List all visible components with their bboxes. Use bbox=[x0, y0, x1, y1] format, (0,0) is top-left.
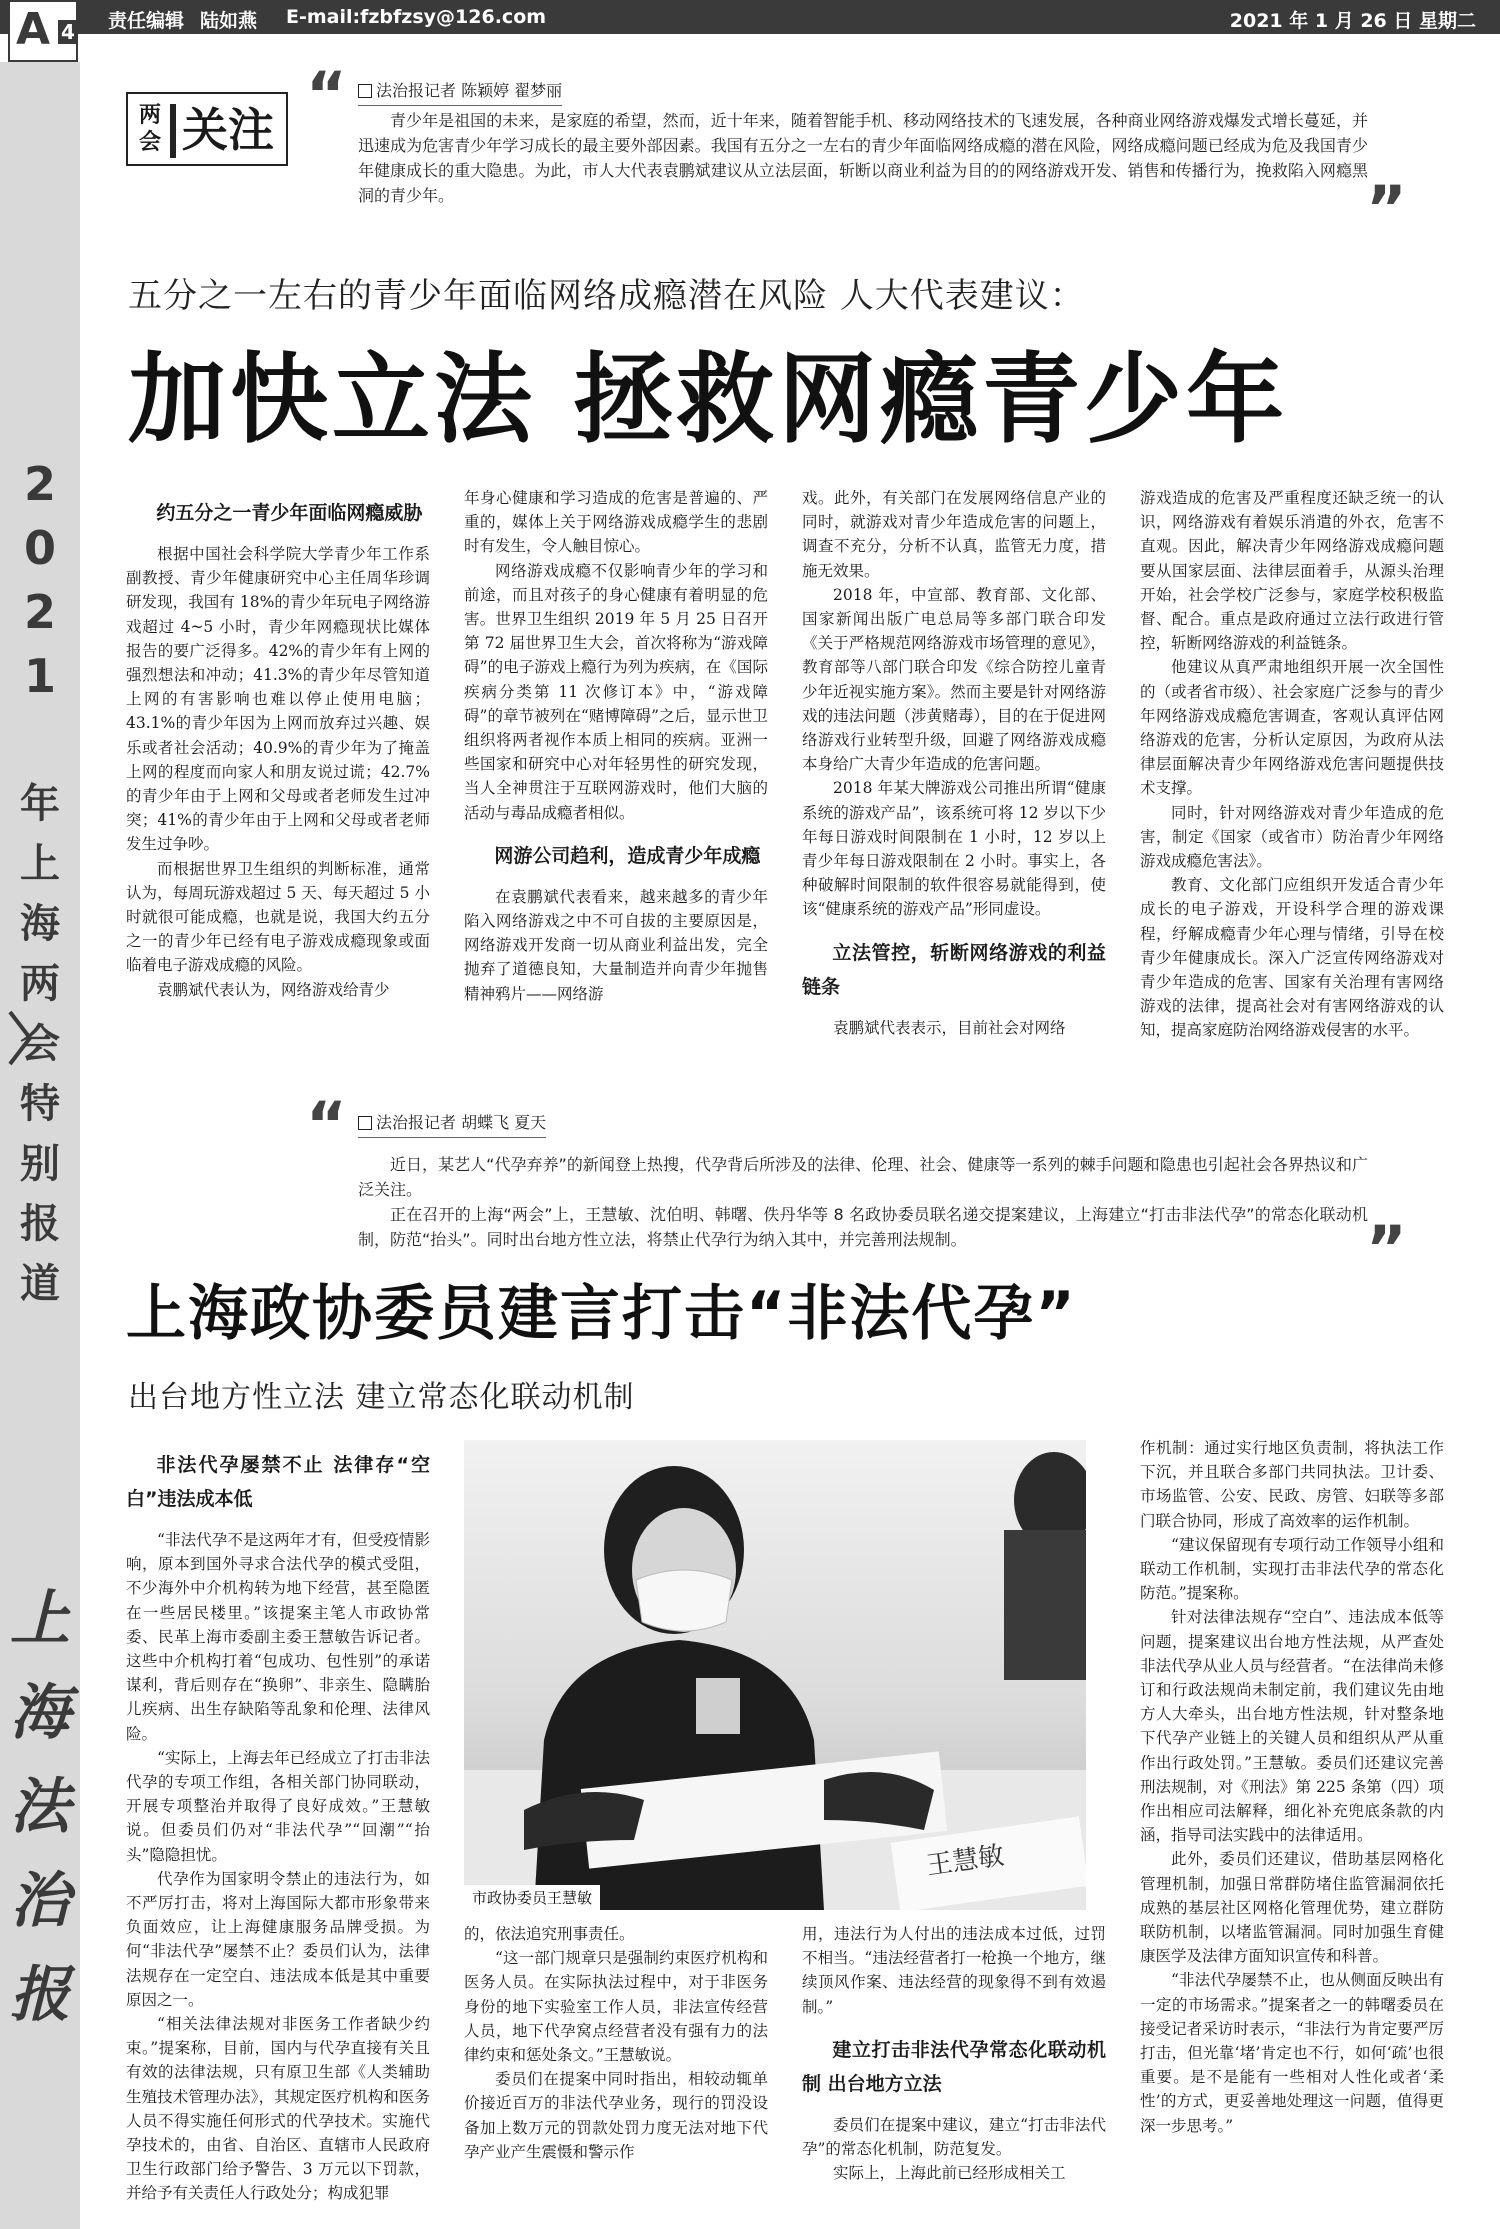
story1-paragraph: 袁鹏斌代表表示，目前社会对网络 bbox=[833, 1018, 1066, 1037]
page-letter: A bbox=[16, 4, 51, 55]
sidebar-title-char: 上 bbox=[20, 841, 60, 887]
story1-intro: 青少年是祖国的未来，是家庭的希望，然而，近十年来，随着智能手机、移动网络技术的飞速发展，各种商业网络游戏爆发式增长蔓延，并迅速成为危害青少年学习成长的最主要外部因素。我国有五分之一左右的青少年面临网络成瘾的潜在风险，网络成瘾问题已经成为危及我国青少年健康成长的重大隐患。为此，市人大代表袁鹏斌建议从立法层面，斩断以商业利益为目的的网络游戏开发、销售和传播行为，挽救陷入网瘾黑洞的青少年。 bbox=[358, 111, 1368, 205]
sidebar-title-char: 别 bbox=[20, 1141, 60, 1187]
story2-column-4 bbox=[1140, 1436, 1444, 2138]
sidebar-year-char: 0 bbox=[23, 521, 56, 575]
story1-paragraph: 教育、文化部门应组织开发适合青少年成长的电子游戏，开设科学合理的游戏课程，纾解成瘾青少年心理与情绪，引导在校青少年健康成长。深入广泛宣传网络游戏对青少年造成的危害、国家有关治理有害网络游戏的法律，提高社会对有害网络游戏的认知，提高家庭防治网络游戏侵害的水平。 bbox=[1140, 876, 1444, 1040]
masthead-char: 治 bbox=[10, 1866, 70, 1936]
story1-subhead-3: 立法管控，斩断网络游戏的利益链条 bbox=[802, 941, 1106, 998]
story2-reporter-text: 法治报记者 胡蝶飞 夏天 bbox=[376, 1113, 547, 1132]
story1-column-2 bbox=[464, 486, 768, 1006]
story2-intro-paragraph: 近日，某艺人“代孕弃养”的新闻登上热搜，代孕背后所涉及的法律、伦理、社会、健康等一系列的棘手问题和隐患也引起社会各界热议和广泛关注。 bbox=[358, 1155, 1368, 1199]
sidebar-year-char: 2 bbox=[23, 585, 56, 639]
section-tag-small: 两会 bbox=[138, 103, 161, 155]
story2-intro bbox=[358, 1152, 1368, 1252]
sidebar-year bbox=[14, 452, 66, 708]
story2-paragraph: 用，违法行为人付出的违法成本过低，过罚不相当。“违法经营者打一枪换一个地方，继续顶风作案、违法经营的现象得不到有效遏制。” bbox=[802, 1925, 1106, 2016]
story2-paragraph: 的，依法追究刑事责任。 bbox=[464, 1925, 635, 1943]
story1-subhead-1: 约五分之一青少年面临网瘾威胁 bbox=[156, 502, 423, 524]
story1-paragraph: 同时，针对网络游戏对青少年造成的危害，制定《国家（或省市）防治青少年网络游戏成瘾危害法》。 bbox=[1140, 803, 1444, 871]
issue-date: 2021 年 1 月 26 日 星期二 bbox=[1229, 10, 1476, 32]
photo-nameplate: 王慧敏 bbox=[924, 1840, 1007, 1882]
story2-paragraph: “非法代孕不是这两年才有，但受疫情影响，原本到国外寻求合法代孕的模式受阻，不少海外中介机构转为地下经营，甚至隐匿在一些居民楼里。”该提案主笔人市政协常委、民革上海市委副主委王慧敏告诉记者。这些中介机构打着“包成功、包性别”的承诺谋利，背后则存在“换卵”、非亲生、隐瞒胎儿疾病、出生存缺陷等乱象和伦理、法律风险。 bbox=[126, 1531, 430, 1743]
header-bar bbox=[0, 0, 1500, 34]
story2-photo bbox=[464, 1440, 1086, 1910]
quote-close-icon: ” bbox=[1366, 1212, 1407, 1285]
story1-column-1 bbox=[126, 496, 430, 1002]
story2-paragraph: 此外，委员们还建议，借助基层网格化管理机制，加强日常群防堵住监管漏洞依托成熟的基层社区网格化管理优势，建立群防联防机制，以堵监管漏洞。同时加强生育健康医学及法律方面知识宣传和科普。 bbox=[1140, 1850, 1444, 1966]
story2-column-1 bbox=[126, 1448, 430, 2206]
section-tag-big: 关注 bbox=[182, 103, 274, 157]
story2-deck: 出台地方性立法 建立常态化联动机制 bbox=[128, 1380, 635, 1415]
story2-reporter bbox=[358, 1110, 546, 1138]
story2-paragraph: 代孕作为国家明令禁止的违法行为，如不严厉打击，将对上海国际大都市形象带来负面效应，让上海健康服务品牌受损。为何“非法代孕”屡禁不止？委员们认为，法律法规存在一定空白、违法成本低是其中重要原因之一。 bbox=[126, 1869, 430, 2009]
story1-paragraph: 2018 年某大牌游戏公司推出所谓“健康系统的游戏产品”，该系统可将 12 岁以下少年每日游戏时间限制在 1 小时，12 岁以上青少年每日游戏限制在 2 小时。事实上，各种破解时间限制的软件很容易就能得到，使该“健康系统的游戏产品”形同虚设。 bbox=[802, 779, 1106, 919]
story2-paragraph: 委员们在提案中建议，建立“打击非法代孕”的常态化机制，防范复发。 bbox=[802, 2115, 1106, 2159]
quote-open-icon: “ bbox=[306, 1088, 347, 1161]
story1-paragraph: 他建议从真严肃地组织开展一次全国性的（或者省市级）、社会家庭广泛参与的青少年网络游戏成瘾危害调查，客观认真评估网络游戏的危害，分析认定原因，为政府从法律层面解决青少年网络游戏危害问题提供技术支撑。 bbox=[1140, 658, 1444, 798]
section-tag bbox=[126, 92, 288, 166]
story1-paragraph: 根据中国社会科学院大学青少年工作系副教授、青少年健康研究中心主任周华珍调研发现，我国有 18%的青少年玩电子网络游戏超过 4~5 小时，青少年网瘾现状比媒体报告的要广泛得多。42%的青少年有上网的强烈想法和冲动；41.3%的青少年尽管知道上网的有害影响也难以停止使用电脑；43.1%的青少年因为上网而放弃过兴趣、娱乐或者社会活动；40.9%的青少年为了掩盖上网的程度而向家人和朋友说过谎；42.7%的青少年由于上网和父母或者老师发生过冲突；41%的青少年由于上网和父母或者老师发生过争吵。 bbox=[126, 545, 430, 854]
story1-paragraph: 游戏造成的危害及严重程度还缺乏统一的认识，网络游戏有着娱乐消遣的外衣，危害不直观。因此，解决青少年网络游戏成瘾问题要从国家层面、法律层面着手，从源头治理开始，社会学校广泛参与，家庭学校积极监督、配合。重点是政府通过立法行政进行管控，斩断网络游戏的利益链条。 bbox=[1140, 489, 1444, 653]
checkbox-square-icon bbox=[358, 84, 372, 98]
chevron-right-icon bbox=[6, 1008, 36, 1068]
story2-paragraph: 实际上，上海此前已经形成相关工 bbox=[833, 2164, 1066, 2183]
sidebar-masthead bbox=[8, 1572, 72, 2042]
sidebar-title-char: 道 bbox=[20, 1261, 60, 1307]
story1-paragraph: 网络游戏成瘾不仅影响青少年的学习和前途，而且对孩子的身心健康有着明显的危害。世界卫生组织 2019 年 5 月 25 日召开第 72 届世界卫生大会，首次将称为“游戏障碍”的电子游戏上瘾行为列为疾病，在《国际疾病分类第 11 次修订本》中，“游戏障碍”的章节被列在“赌博障碍”之后，显示世卫组织将两者视作本质上相同的疾病。亚洲一些国家和研究中心对年轻男性的研究发现，当人全神贯注于互联网游戏时，他们大脑的活动与毒品成瘾者相似。 bbox=[464, 561, 768, 822]
story1-reporter-text: 法治报记者 陈颖婷 翟梦丽 bbox=[376, 81, 563, 100]
section-tag-bar bbox=[170, 104, 176, 158]
story1-paragraph: 年身心健康和学习造成的危害是普遍的、严重的，媒体上关于网络游戏成瘾学生的悲剧时有发生，令人触目惊心。 bbox=[464, 489, 768, 556]
story1-reporter bbox=[358, 78, 562, 106]
sidebar-year-char: 2 bbox=[23, 457, 56, 511]
story1-column-3 bbox=[802, 486, 1106, 1040]
sidebar-title-char: 海 bbox=[20, 901, 60, 947]
story2-paragraph: 针对法律法规存“空白”、违法成本低等问题，提案建议出台地方性法规，从严查处非法代孕从业人员与经营者。“在法律尚未修订和行政法规尚未制定前，我们建议先由地方人大牵头，出台地方性法规，针对整条地下代孕产业链上的关键人员和组织从严从重作出行政处罚。”王慧敏。委员们还建议完善刑法规制，对《刑法》第 225 条第（四）项作出相应司法解释，细化补充兜底条款的内涵，指导司法实践中的法律适用。 bbox=[1140, 1608, 1444, 1845]
editor-label: 责任编辑 bbox=[108, 10, 185, 32]
story1-paragraph: 戏。此外，有关部门在发展网络信息产业的同时，就游戏对青少年造成危害的问题上，调查不充分，分析不认真，监管无力度，措施无效果。 bbox=[802, 489, 1106, 580]
story2-subhead-2: 建立打击非法代孕常态化联动机制 出台地方立法 bbox=[802, 2038, 1106, 2095]
story1-paragraph: 2018 年，中宣部、教育部、文化部、国家新闻出版广电总局等多部门联合印发《关于严格规范网络游戏市场管理的意见》，教育部等八部门联合印发《综合防控儿童青少年近视实施方案》。然而主要是针对网络游戏的违法问题（涉黄赌毒），目的在于促进网络游戏行业转型升级，回避了网络游戏成瘾本身给广大青少年造成的危害问题。 bbox=[802, 585, 1106, 774]
checkbox-square-icon bbox=[358, 1116, 372, 1130]
sidebar bbox=[0, 62, 80, 2229]
photo-caption: 市政协委员王慧敏 bbox=[464, 1885, 600, 1910]
story1-paragraph: 袁鹏斌代表认为，网络游戏给青少 bbox=[157, 980, 390, 999]
page-number: 4 bbox=[58, 20, 78, 44]
story2-headline: 上海政协委员建言打击“非法代孕” bbox=[126, 1279, 1077, 1349]
story2-intro-paragraph: 正在召开的上海“两会”上，王慧敏、沈伯明、韩曙、佚丹华等 8 名政协委员联名递交提案建议，上海建立“打击非法代孕”的常态化联动机制，防范“抬头”。同时出台地方性立法，将禁止代孕行为纳入其中，并完善刑法规制。 bbox=[358, 1205, 1368, 1249]
masthead-char: 海 bbox=[10, 1678, 70, 1748]
masthead-char: 上 bbox=[10, 1584, 70, 1654]
masthead-char: 法 bbox=[10, 1772, 70, 1842]
story2-paragraph: “建议保留现有专项行动工作领导小组和联动工作机制，实现打击非法代孕的常态化防范。”提案称。 bbox=[1140, 1535, 1444, 1603]
masthead-char: 报 bbox=[10, 1960, 70, 2030]
story2-paragraph: “实际上，上海去年已经成立了打击非法代孕的专项工作组，各相关部门协同联动，开展专项整治并取得了良好成效。”王慧敏说。但委员们仍对“非法代孕”“回潮”“抬头”隐隐担忧。 bbox=[126, 1748, 430, 1864]
story2-paragraph: “这一部门规章只是强制约束医疗机构和医务人员。在实际执法过程中，对于非医务身份的地下实验室工作人员，非法宣传经营人员，地下代孕窝点经营者没有强有力的法律约束和惩处条文。”王慧敏说。 bbox=[464, 1949, 768, 2065]
sidebar-title-char: 特 bbox=[20, 1081, 60, 1127]
sidebar-year-char: 1 bbox=[23, 649, 56, 703]
story2-column-2 bbox=[464, 1922, 768, 2164]
page-number-badge bbox=[8, 0, 78, 62]
story2-column-3 bbox=[802, 1922, 1106, 2185]
story2-paragraph: 委员们在提案中同时指出，相较动辄单价接近百万的非法代孕业务，现行的罚没设备加上数万元的罚款处罚力度无法对地下代孕产业产生震慑和警示作 bbox=[464, 2070, 768, 2161]
story1-subhead-2: 网游公司趋利，造成青少年成瘾 bbox=[494, 844, 761, 867]
editor-email: E-mail:fzbfzsy@126.com bbox=[286, 6, 547, 28]
quote-close-icon: ” bbox=[1366, 172, 1407, 245]
story1-kicker: 五分之一左右的青少年面临网络成瘾潜在风险 人大代表建议： bbox=[128, 276, 1085, 316]
sidebar-title-char: 报 bbox=[20, 1201, 60, 1247]
story2-paragraph: “非法代孕屡禁不止，也从侧面反映出有一定的市场需求。”提案者之一的韩曙委员在接受记者采访时表示，“非法行为肯定要严厉打击，但光靠‘堵’肯定也不行，如何‘疏’也很重要。是不是能有一些相对人性化或者‘柔性’的方式，更妥善地处理这一问题，值得更深一步思考。” bbox=[1140, 1971, 1444, 2135]
sidebar-title-char: 年 bbox=[20, 781, 60, 827]
story1-paragraph: 在袁鹏斌代表看来，越来越多的青少年陷入网络游戏之中不可自拔的主要原因是，网络游戏开发商一切从商业利益出发，完全抛弃了道德良知，大量制造并向青少年抛售精神鸦片——网络游 bbox=[464, 887, 768, 1003]
quote-open-icon: “ bbox=[306, 58, 347, 131]
story1-column-4 bbox=[1140, 486, 1444, 1043]
story2-paragraph: “相关法律法规对非医务工作者缺少约束。”提案称，目前，国内与代孕直接有关且有效的法律法规，只有原卫生部《人类辅助生殖技术管理办法》，其规定医疗机构和医务人员不得实施任何形式的代孕技术。实施代孕技术的，由省、自治区、直辖市人民政府卫生行政部门给予警告、3 万元以下罚款，并给予有关责任人行政处分；构成犯罪 bbox=[126, 2015, 430, 2203]
story2-paragraph: 作机制：通过实行地区负责制，将执法工作下沉，并且联合多部门共同执法。卫计委、市场监管、公安、民政、房管、妇联等多部门联合协同，形成了高效率的运作机制。 bbox=[1140, 1439, 1444, 1530]
story1-paragraph: 而根据世界卫生组织的判断标准，通常认为，每周玩游戏超过 5 天、每天超过 5 小时就很可能成瘾，也就是说，我国大约五分之一的青少年已经有电子游戏成瘾现象或面临着电子游戏成瘾的风险。 bbox=[126, 859, 430, 975]
editor-name: 陆如燕 bbox=[200, 10, 258, 32]
sidebar-title-char: 两 bbox=[20, 961, 60, 1007]
story1-headline: 加快立法 拯救网瘾青少年 bbox=[128, 343, 1289, 457]
sidebar-title-char: 会 bbox=[20, 1021, 60, 1067]
story2-subhead-1: 非法代孕屡禁不止 法律存“空白”违法成本低 bbox=[126, 1454, 430, 1510]
